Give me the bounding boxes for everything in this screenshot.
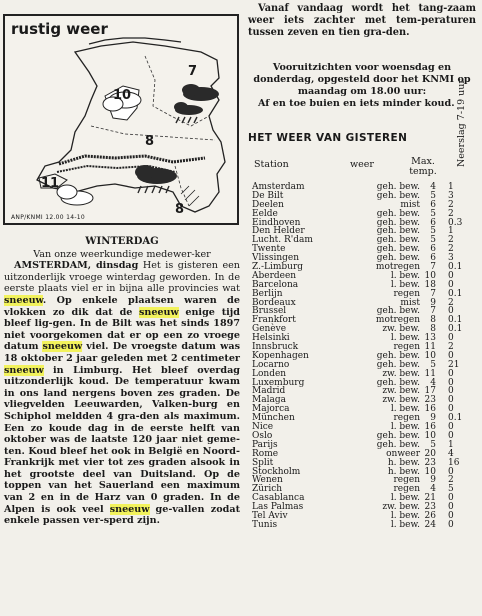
temp-cell: 13 <box>424 333 436 344</box>
article-text: Het is gisteren een uitzonderlijk vroege winterdag geworden. In de eerste plaats viel er in bijna alle provincies wat <box>4 260 240 295</box>
station-cell: Luxemburg <box>252 377 305 388</box>
station-cell: Oslo <box>252 430 273 441</box>
col-header-rain: Neerslag 7-19 uur <box>456 79 467 167</box>
weather-cell: geh. bew. <box>376 377 420 388</box>
station-cell: Londen <box>252 368 287 379</box>
weather-cell: geh. bew. <box>376 217 420 228</box>
temp-cell: 5 <box>430 439 436 450</box>
rain-cloud-icon <box>135 165 177 193</box>
table-row <box>248 476 480 485</box>
temp-cell: 11 <box>424 368 436 379</box>
station-cell: Lucht. R'dam <box>252 235 313 246</box>
temp-cell: 5 <box>430 235 436 246</box>
weather-cell: l. bew. <box>390 279 420 290</box>
table-row <box>248 512 480 521</box>
station-cell: Wenen <box>252 475 283 486</box>
rain-cell: 2 <box>448 342 454 353</box>
station-cell: Malaga <box>252 395 286 406</box>
rain-cell: 0.1 <box>448 262 463 273</box>
station-cell: Brussel <box>252 306 287 317</box>
station-cell: Majorca <box>252 404 290 415</box>
station-cell: Eelde <box>252 208 278 219</box>
weather-table <box>248 183 480 530</box>
weather-cell: zw. bew. <box>382 324 420 335</box>
rain-cell: 0 <box>448 430 454 441</box>
station-cell: Barcelona <box>252 279 299 290</box>
weather-cell: geh. bew. <box>376 359 420 370</box>
rain-cell: 0 <box>448 377 454 388</box>
rain-cell: 0 <box>448 386 454 397</box>
article-body <box>4 260 240 527</box>
temp-cell: 9 <box>430 475 436 486</box>
station-cell: Kopenhagen <box>252 350 309 361</box>
temp-cell: 7 <box>430 262 436 273</box>
temp-cell: 9 <box>430 413 436 424</box>
weather-cell: h. bew. <box>387 466 420 477</box>
temp-cell: 6 <box>430 199 436 210</box>
rain-cell: 0 <box>448 368 454 379</box>
rain-cell: 0.1 <box>448 324 463 335</box>
rain-cell: 0.1 <box>448 315 463 326</box>
map-temp-label: 8 <box>145 134 155 149</box>
temp-cell: 21 <box>424 493 436 504</box>
rain-cell: 0.3 <box>448 217 463 228</box>
station-cell: Zürich <box>252 484 283 495</box>
table-row <box>248 423 480 432</box>
rain-cell: 0 <box>448 350 454 361</box>
rain-cell: 1 <box>448 182 454 192</box>
article-text: viel. De vroegste datum was 18 oktober 2 jaar geleden met 2 centimeter <box>4 341 240 364</box>
weather-cell: motregen <box>375 262 420 273</box>
temp-cell: 20 <box>424 448 436 459</box>
map-temp-label: 8 <box>175 202 185 217</box>
station-cell: Eindhoven <box>252 217 301 228</box>
weather-cell: l. bew. <box>390 404 420 415</box>
article <box>4 236 240 527</box>
table-row <box>248 450 480 459</box>
weather-cell: mist <box>400 297 420 308</box>
map-temp-label: 10 <box>113 88 132 103</box>
intro-text: Vanaf vandaag wordt het tang-zaam weer iets zachter met tem-peraturen tussen zeven en tien gra-den. <box>248 3 476 38</box>
temp-cell: 23 <box>424 457 436 468</box>
station-cell: Tunis <box>252 519 278 530</box>
rain-cell: 0 <box>448 519 454 530</box>
rain-cell: 0 <box>448 306 454 317</box>
rain-cell: 1 <box>448 226 454 237</box>
weather-cell: zw. bew. <box>382 502 420 513</box>
temp-cell: 10 <box>424 466 436 477</box>
temp-cell: 10 <box>424 430 436 441</box>
station-cell: Rome <box>252 448 279 459</box>
temp-cell: 24 <box>424 519 436 530</box>
station-cell: Casablanca <box>252 493 305 504</box>
table-row <box>248 432 480 441</box>
weather-cell: zw. bew. <box>382 395 420 406</box>
col-header-station: Station <box>254 159 289 170</box>
article-text: ge-vallen zodat enkele passen ver-sperd zijn. <box>4 503 240 527</box>
weather-cell: l. bew. <box>390 270 420 281</box>
rain-cell: 0 <box>448 395 454 406</box>
rain-cell: 0 <box>448 333 454 344</box>
temp-cell: 10 <box>424 350 436 361</box>
rain-cell: 2 <box>448 244 454 255</box>
weather-cell: mist <box>400 199 420 210</box>
station-cell: Genève <box>252 324 287 335</box>
weather-cell: geh. bew. <box>376 430 420 441</box>
highlight-word: sneeuw <box>138 306 179 318</box>
rain-cell: 3 <box>448 190 454 201</box>
col-header-temp: Max. temp. <box>409 156 437 177</box>
rain-cell: 0 <box>448 422 454 433</box>
temp-cell: 16 <box>424 422 436 433</box>
rain-cell: 0 <box>448 270 454 281</box>
station-cell: Bordeaux <box>252 297 296 308</box>
weather-cell: geh. bew. <box>376 253 420 264</box>
rain-cell: 1 <box>448 439 454 450</box>
highlight-word: sneeuw <box>4 364 44 376</box>
station-cell: Locarno <box>252 359 290 370</box>
rain-cell: 2 <box>448 208 454 219</box>
rain-cell: 2 <box>448 199 454 210</box>
outlook <box>248 62 476 110</box>
temp-cell: 23 <box>424 502 436 513</box>
map-credit: ANP/KNMI 12.00 14-10 <box>11 214 86 221</box>
weather-cell: geh. bew. <box>376 235 420 246</box>
rain-cloud-icon <box>174 84 219 123</box>
station-cell: Berlijn <box>252 288 283 299</box>
temp-cell: 4 <box>430 377 436 388</box>
weather-cell: regen <box>393 288 420 299</box>
netherlands-map-icon <box>5 16 237 223</box>
rain-cell: 2 <box>448 235 454 246</box>
station-cell: München <box>252 413 295 424</box>
station-cell: Amsterdam <box>252 182 305 192</box>
weather-cell: zw. bew. <box>382 368 420 379</box>
rain-cell: 0.1 <box>448 413 463 424</box>
rain-cell: 3 <box>448 253 454 264</box>
station-cell: Z.-Limburg <box>252 262 304 273</box>
rain-cell: 0 <box>448 466 454 477</box>
rain-cell: 0.1 <box>448 288 463 299</box>
temp-cell: 18 <box>424 279 436 290</box>
weather-cell: regen <box>393 413 420 424</box>
weather-cell: l. bew. <box>390 422 420 433</box>
temp-cell: 10 <box>424 270 436 281</box>
station-cell: Nice <box>252 422 274 433</box>
station-cell: Helsinki <box>252 333 290 344</box>
temp-cell: 6 <box>430 253 436 264</box>
highlight-word: sneeuw <box>4 294 43 306</box>
map-temp-label: 11 <box>41 176 60 191</box>
station-cell: Parijs <box>252 439 278 450</box>
col-header-weather: weer <box>350 159 374 170</box>
highlight-word: sneeuw <box>42 341 83 353</box>
station-cell: Frankfort <box>252 315 296 326</box>
article-byline: Van onze weerkundige medewer-ker <box>33 248 211 260</box>
weather-cell: geh. bew. <box>376 226 420 237</box>
rain-cell: 0 <box>448 502 454 513</box>
weather-cell: geh. bew. <box>376 439 420 450</box>
temp-cell: 5 <box>430 190 436 201</box>
temp-cell: 4 <box>430 484 436 495</box>
rain-cell: 16 <box>448 457 460 468</box>
weather-cell: geh. bew. <box>376 306 420 317</box>
station-cell: Stockholm <box>252 466 301 477</box>
article-text: enige tijd bleef lig-gen. In de Bilt was het sinds 1897 niet voorgekomen dat er op een zo vroege datum <box>4 306 240 353</box>
station-cell: Split <box>252 457 274 468</box>
temp-cell: 8 <box>430 315 436 326</box>
temp-cell: 7 <box>430 306 436 317</box>
weather-cell: geh. bew. <box>376 244 420 255</box>
temp-cell: 23 <box>424 395 436 406</box>
temp-cell: 5 <box>430 208 436 219</box>
weather-cell: l. bew. <box>390 333 420 344</box>
temp-cell: 7 <box>430 288 436 299</box>
weather-cell: l. bew. <box>390 510 420 521</box>
weather-cell: geh. bew. <box>376 182 420 192</box>
station-cell: Madrid <box>252 386 286 397</box>
temp-cell: 5 <box>430 226 436 237</box>
weather-cell: l. bew. <box>390 493 420 504</box>
weather-cell: regen <box>393 484 420 495</box>
weather-cell: onweer <box>386 448 420 459</box>
station-cell: De Bilt <box>252 190 284 201</box>
map-title: rustig weer <box>11 20 108 38</box>
weather-cell: motregen <box>375 315 420 326</box>
table-title: HET WEER VAN GISTEREN <box>248 132 408 144</box>
rain-cell: 2 <box>448 297 454 308</box>
table-row <box>248 414 480 423</box>
rain-cell: 0 <box>448 404 454 415</box>
temp-cell: 4 <box>430 182 436 192</box>
rain-cell: 0 <box>448 279 454 290</box>
weather-cell: geh. bew. <box>376 350 420 361</box>
rain-cell: 4 <box>448 448 454 459</box>
station-cell: Tel Aviv <box>252 510 288 521</box>
weather-cell: geh. bew. <box>376 208 420 219</box>
map-temp-label: 7 <box>188 64 198 79</box>
weather-cell: regen <box>393 475 420 486</box>
temp-cell: 8 <box>430 324 436 335</box>
rain-cell: 2 <box>448 475 454 486</box>
weather-cell: h. bew. <box>387 457 420 468</box>
table-row <box>248 441 480 450</box>
station-cell: Innsbruck <box>252 342 299 353</box>
weather-cell: zw. bew. <box>382 386 420 397</box>
table-row <box>248 201 480 210</box>
highlight-word: sneeuw <box>109 503 150 515</box>
temp-cell: 5 <box>430 359 436 370</box>
weather-cell: l. bew. <box>390 519 420 530</box>
station-cell: Las Palmas <box>252 502 304 513</box>
article-dateline: AMSTERDAM, dinsdag <box>14 260 139 272</box>
rain-cell: 0 <box>448 510 454 521</box>
temp-cell: 26 <box>424 510 436 521</box>
station-cell: Den Helder <box>252 226 305 237</box>
temp-cell: 9 <box>430 297 436 308</box>
station-cell: Twente <box>252 244 286 255</box>
temp-cell: 11 <box>424 342 436 353</box>
outlook-heading: Vooruitzichten voor woensdag en donderdag, opgesteld door het KNMI op maandag om 18.00 uur: <box>253 62 471 97</box>
outlook-text: Af en toe buien en iets minder koud. <box>258 98 455 109</box>
temp-cell: 6 <box>430 244 436 255</box>
weather-cell: regen <box>393 342 420 353</box>
station-cell: Deelen <box>252 199 284 210</box>
rain-cell: 21 <box>448 359 460 370</box>
article-text: . Op enkele plaatsen waren de vlokken zo dik dat de <box>4 294 240 318</box>
weather-map <box>3 14 239 225</box>
station-cell: Aberdeen <box>252 270 297 281</box>
article-text: in Limburg. Het bleef overdag uitzonderlijk koud. De temperatuur kwam in ons land nergens boven zes graden. De vliegvelden Leeuwarden, Valken-burg en Schiphol meldden 4 gra-den als maximum. Een zo koude dag in de eerste helft van oktober was de laatste 120 jaar niet geme-ten. Koud bleef het ook in België en Noord-Frankrijk met vier tot zes graden alsook in het grootste deel van Duitsland. Op de toppen van het Sauerland een maximum van 2 en in de Harz van 0 graden. In de Alpen is ook veel <box>4 364 240 515</box>
temp-cell: 6 <box>430 217 436 228</box>
table-row <box>248 521 480 530</box>
weather-cell: geh. bew. <box>376 190 420 201</box>
article-title: WINTERDAG <box>85 236 159 247</box>
rain-cell: 5 <box>448 484 454 495</box>
temp-cell: 17 <box>424 386 436 397</box>
temp-cell: 16 <box>424 404 436 415</box>
station-cell: Vlissingen <box>252 253 300 264</box>
rain-cell: 0 <box>448 493 454 504</box>
